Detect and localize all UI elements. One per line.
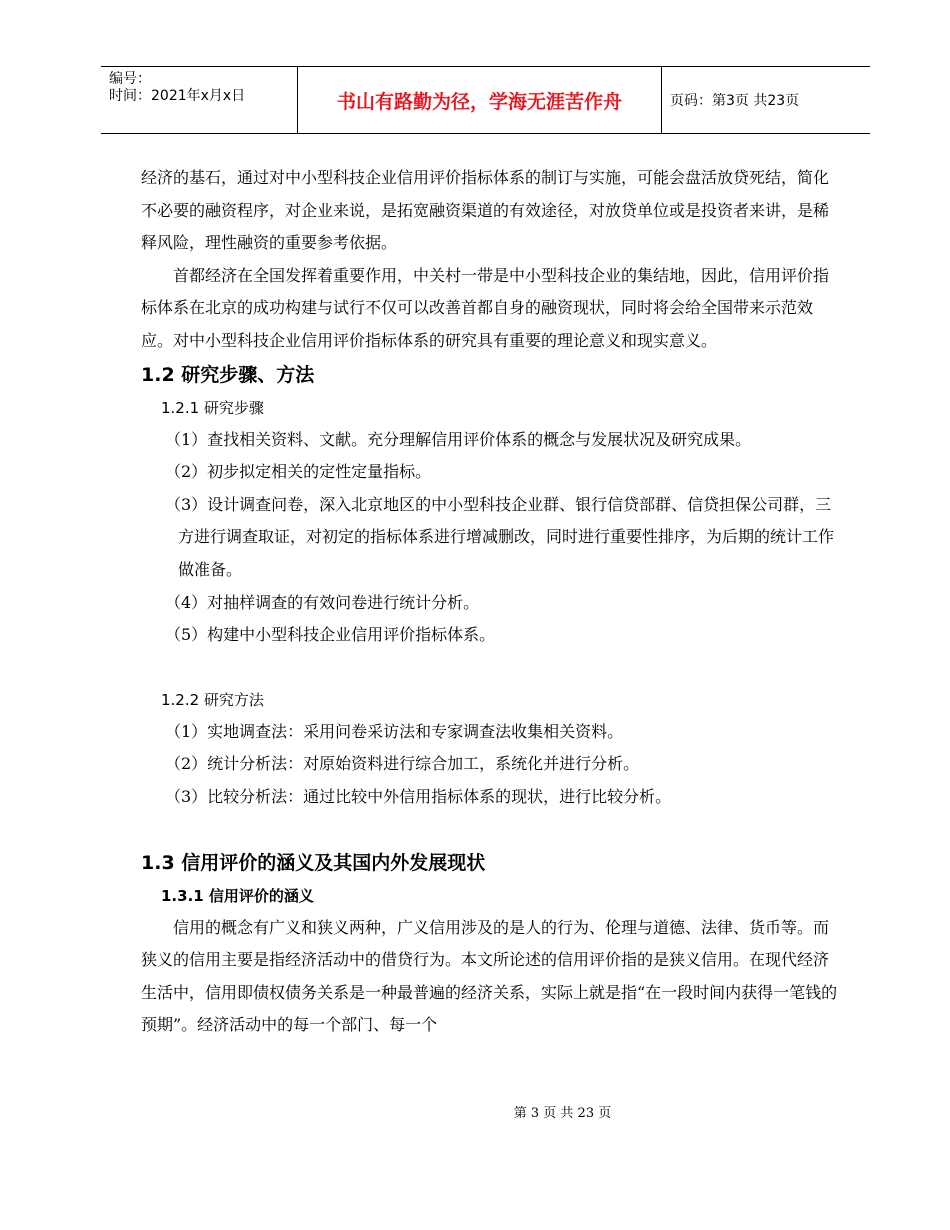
document-body — [141, 162, 841, 1042]
section-heading-1-3: 1.3 信用评价的涵义及其国内外发展现状 — [141, 851, 486, 874]
list-item: （5）构建中小型科技企业信用评价指标体系。 — [165, 625, 496, 645]
paragraph-continued: 经济的基石，通过对中小型科技企业信用评价指标体系的制订与实施，可能会盘活放贷死结，简化不必要的融资程序，对企业来说，是拓宽融资渠道的有效途径，对放贷单位或是投资者来讲，是稀释风险，理性融资的重要参考依据。 — [141, 168, 830, 253]
list-item: （1）查找相关资料、文献。充分理解信用评价体系的概念与发展状况及研究成果。 — [165, 429, 752, 449]
spacer — [141, 652, 841, 684]
list-item: （3）设计调查问卷，深入北京地区的中小型科技企业群、银行信贷部群、信贷担保公司群，三方进行调查取证，对初定的指标体系进行增减删改，同时进行重要性排序，为后期的统计工作做准备。 — [165, 494, 835, 579]
subsection-heading-1-3-1: 1.3.1 信用评价的涵义 — [161, 886, 314, 905]
page-header — [101, 66, 870, 134]
list-item: （2）统计分析法：对原始资料进行综合加工，系统化并进行分析。 — [165, 754, 640, 774]
list-item: （2）初步拟定相关的定性定量指标。 — [165, 462, 432, 482]
header-motto: 书山有路勤为径，学海无涯苦作舟 — [298, 67, 662, 133]
header-meta — [101, 67, 298, 133]
spacer — [141, 814, 841, 846]
header-date: 时间：2021年x月x日 — [109, 88, 246, 104]
paragraph: 信用的概念有广义和狭义两种，广义信用涉及的是人的行为、伦理与道德、法律、货币等。而狭义的信用主要是指经济活动中的借贷行为。本文所论述的信用评价指的是狭义信用。在现代经济生活中，信用即债权债务关系是一种最普遍的经济关系，实际上就是指“在一段时间内获得一笔钱的预期”。经济活动中的每一个部门、每一个 — [141, 917, 838, 1035]
header-code-label: 编号： — [109, 71, 151, 87]
subsection-heading-1-2-1: 1.2.1 研究步骤 — [161, 398, 264, 417]
subsection-heading-1-2-2: 1.2.2 研究方法 — [161, 690, 264, 709]
list-item: （4）对抽样调查的有效问卷进行统计分析。 — [165, 592, 480, 612]
paragraph: 首都经济在全国发挥着重要作用，中关村一带是中小型科技企业的集结地，因此，信用评价指标体系在北京的成功构建与试行不仅可以改善首都自身的融资现状，同时将会给全国带来示范效应。对中小型科技企业信用评价指标体系的研究具有重要的理论意义和现实意义。 — [141, 265, 830, 350]
list-item: （1）实地调查法：采用问卷采访法和专家调查法收集相关资料。 — [165, 721, 624, 741]
list-item: （3）比较分析法：通过比较中外信用指标体系的现状，进行比较分析。 — [165, 786, 672, 806]
page-footer: 第 3 页 共 23 页 — [513, 1106, 612, 1121]
header-page-info: 页码：第3页 共23页 — [670, 93, 800, 109]
section-heading-1-2: 1.2 研究步骤、方法 — [141, 363, 315, 386]
